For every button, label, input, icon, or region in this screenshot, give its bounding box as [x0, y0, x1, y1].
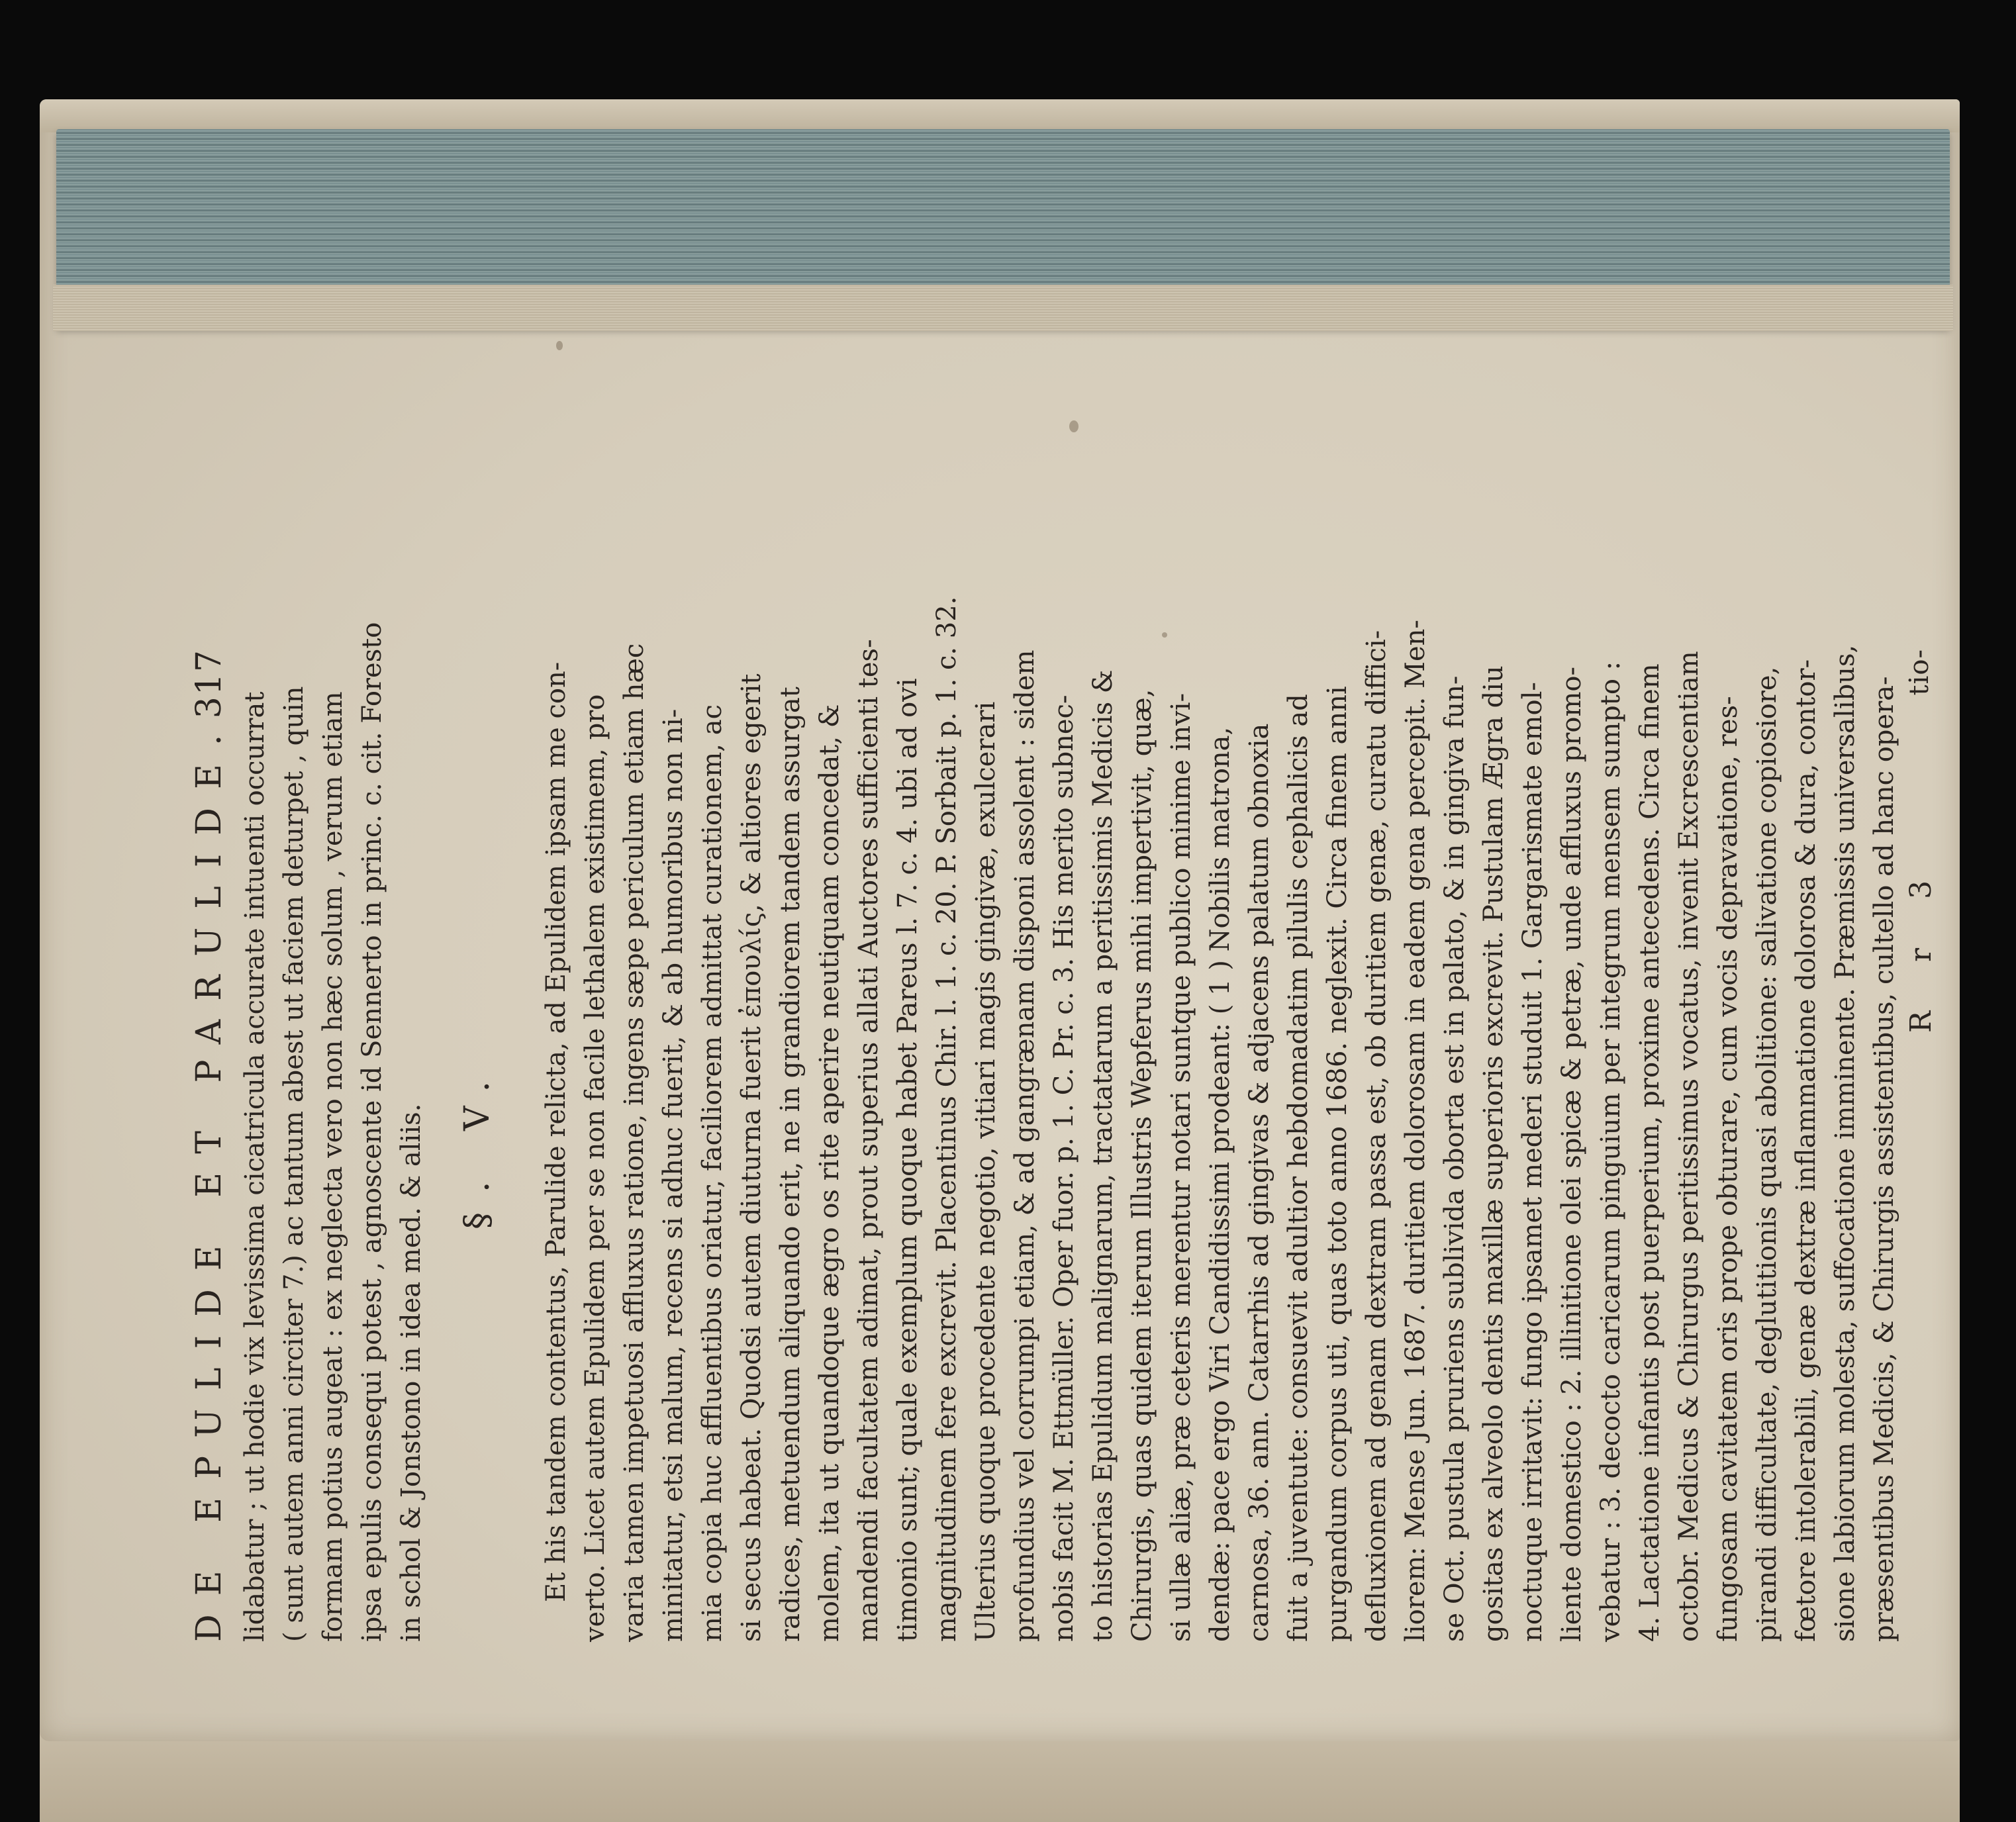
text-line: minitatur, etsi malum, recens si adhuc fuerit, & ab humoribus non ni-: [658, 708, 689, 1642]
text-line: si ullæ aliæ, præ ceteris merentur notari suntque publico minime invi-: [1166, 693, 1196, 1642]
rotated-text-block: [185, 596, 1938, 1642]
text-line: radices, metuendum aliquando erit, ne in grandiorem tandem assurgat: [775, 687, 806, 1642]
continued-paragraph: [236, 622, 431, 1642]
running-head: [185, 649, 236, 1642]
text-line: varia tamen impetuosi affluxus ratione, ingens sæpe periculum etiam hæc: [619, 643, 649, 1642]
section-heading: §. V.: [457, 1061, 497, 1230]
signature-mark: R r 3: [1904, 860, 1938, 1033]
text-line: vebatur : 3. decocto caricarum pinguium per integrum mensem sumpto :: [1596, 661, 1626, 1642]
text-line: gositas ex alveolo dentis maxillæ superioris excrevit. Pustulam Ægra diu: [1478, 665, 1509, 1642]
text-line: octobr. Medicus & Chirurgus peritissimus vocatus, invenit Excrescentiam: [1674, 651, 1704, 1642]
text-line: fœtore intolerabili, genæ dextræ inflammatione dolorosa & dura, contor-: [1791, 659, 1821, 1642]
text-line: sione labiorum molesta, suffocatione imminente. Præmissis universalibus,: [1830, 644, 1860, 1642]
paper-speck: [1069, 420, 1079, 432]
text-line: dendæ: pace ergo Viri Candidissimi prodeant: ( 1 ) Nobilis matrona,: [1205, 726, 1235, 1642]
text-line: noctuque irritavit: fungo ipsamet mederi studuit 1. Gargarismate emol-: [1517, 682, 1548, 1642]
section-body: [537, 596, 1904, 1642]
text-line: Et his tandem contentus, Parulide relicta, ad Epulidem ipsam me con-: [541, 661, 571, 1602]
text-line: magnitudinem fere excrevit. Placentinus Chir. l. 1. c. 20. P. Sorbait p. 1. c. 32.: [932, 596, 962, 1642]
text-line: mandendi facultatem adimat, prout superius allati Auctores sufficienti tes-: [853, 639, 884, 1642]
paper-speck: [556, 341, 563, 350]
catchword: tio-: [1904, 649, 1935, 696]
text-line: liorem: Mense Jun. 1687. duritiem dolorosam in eadem gena percepit. Men-: [1400, 620, 1431, 1642]
text-line: pirandi difficultate, deglutitionis quasi abolitione: salivatione copiosiore,: [1752, 666, 1782, 1642]
book-top-lip: [40, 99, 1960, 132]
text-line: mia copia huc affluentibus oriatur, faciliorem admittat curationem, ac: [697, 704, 728, 1642]
text-line: ( sunt autem anni circiter 7.) ac tantum abest ut faciem deturpet , quin: [279, 686, 309, 1642]
page-footer: [1904, 649, 1944, 1642]
text-line: Ulterius quoque procedente negotio, vitiari magis gingivæ, exulcerari: [971, 701, 1001, 1642]
text-line: formam potius augeat : ex neglecta vero non hæc solum , verum etiam: [318, 691, 348, 1642]
text-line: Chirurgis, quas quidem iterum Illustris Wepferus mihi impertivit, quæ,: [1127, 689, 1157, 1642]
text-line: timonio sunt; quale exemplum quoque habet Pareus l. 7. c. 4. ubi ad ovi: [892, 678, 923, 1642]
text-line: purgandum corpus uti, quas toto anno 1686. neglexit. Circa finem anni: [1322, 686, 1353, 1642]
text-line: præsentibus Medicis, & Chirurgis assistentibus, cultello ad hanc opera-: [1869, 676, 1899, 1642]
text-line: to historias Epulidum malignarum, tractatarum a peritissimis Medicis &: [1088, 669, 1118, 1642]
page-edges-underside: [53, 285, 1953, 331]
text-line: fuit a juventute: consuevit adultior hebdomadatim pilulis cephalicis ad: [1283, 694, 1314, 1642]
text-line: profundius vel corrumpi etiam, & ad gangrænam disponi assolent : sidem: [1010, 649, 1040, 1642]
text-line: liente domestico : 2. illinitione olei spicæ & petræ, unde affluxus promo-: [1557, 666, 1587, 1642]
running-head-title: DE EPULIDE ET PARULIDE.: [189, 716, 229, 1642]
text-line: molem, ita ut quandoque ægro os rite aperire neutiquam concedat, &: [814, 704, 845, 1642]
text-line: lidabatur ; ut hodie vix levissima cicatricula accurate intuenti occurrat: [240, 691, 270, 1642]
text-line: ipsa epulis consequi potest , agnoscente id Sennerto in princ. c. cit. Foresto: [357, 622, 387, 1642]
text-line: 4. Lactatione infantis post puerperium, proxime antecedens. Circa finem: [1635, 663, 1665, 1642]
text-line: si secus habeat. Quodsi autem diuturna fuerit ἐπουλίς, & altiores egerit: [736, 673, 767, 1642]
page-number: 317: [189, 649, 229, 719]
text-line: defluxionem ad genam dextram passa est, ob duritiem genæ, curatu diffici-: [1361, 630, 1392, 1642]
text-line: in schol & Jonstono in idea med. & aliis.: [396, 1103, 426, 1642]
text-line: fungosam cavitatem oris prope obturare, cum vocis depravatione, res-: [1713, 696, 1743, 1642]
text-line: nobis facit M. Ettmüller. Oper fuor. p. 1. C. Pr. c. 3. His merito subnec-: [1049, 695, 1079, 1642]
text-line: carnosa, 36. ann. Catarrhis ad gingivas & adjacens palatum obnoxia: [1244, 723, 1274, 1642]
text-line: verto. Licet autem Epulidem per se non facile lethalem existimem, pro: [580, 694, 610, 1642]
text-line: se Oct. pustula pruriens sublivida oborta est in palato, & in gingiva fun-: [1439, 675, 1470, 1642]
paper-speck: [1162, 632, 1167, 638]
